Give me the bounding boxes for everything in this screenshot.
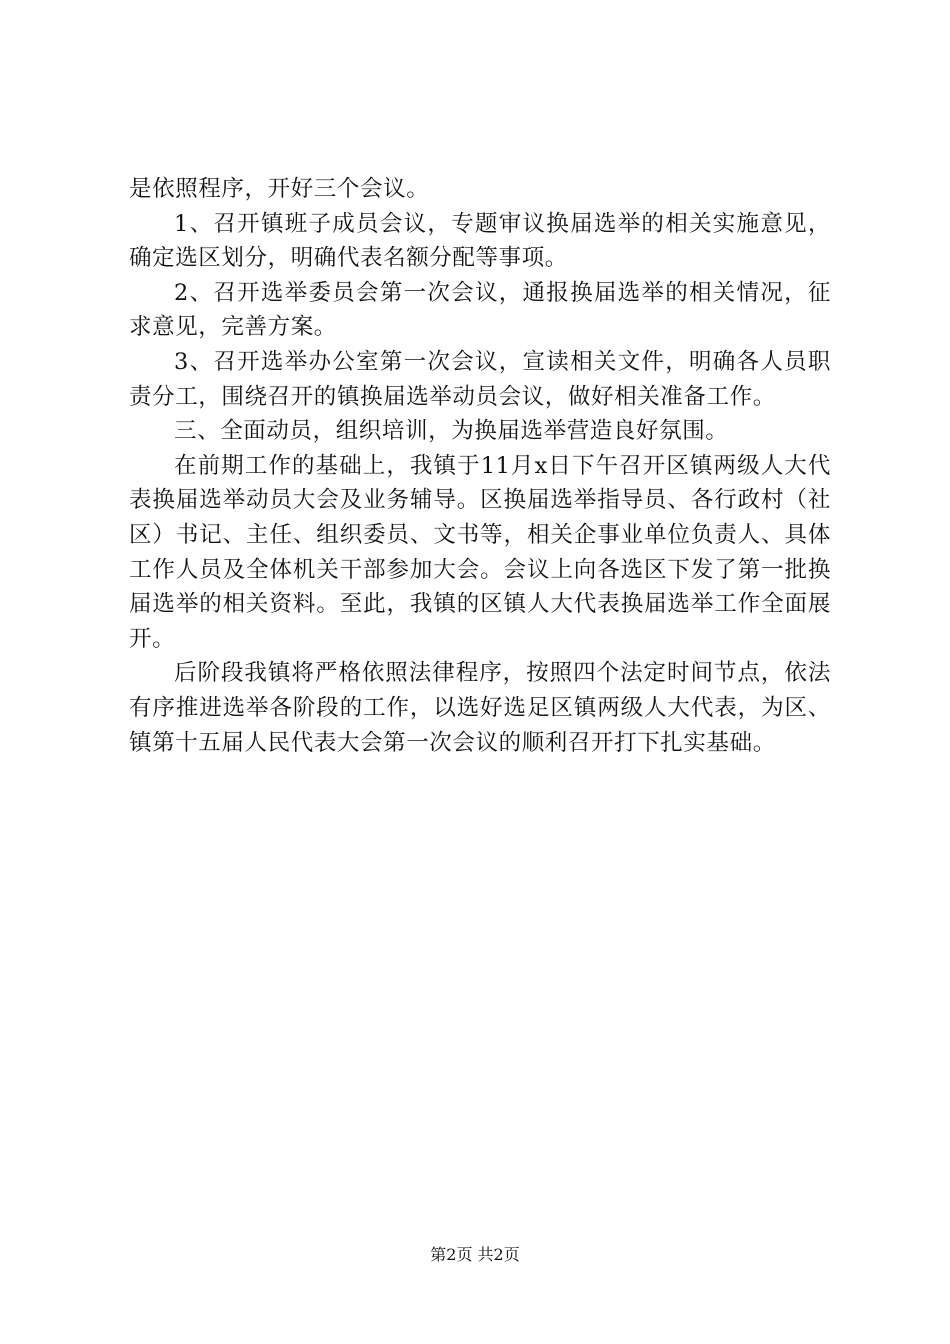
paragraph-item-1: 1、召开镇班子成员会议，专题审议换届选举的相关实施意见，确定选区划分，明确代表名额分配等事项。 xyxy=(129,210,831,272)
section-heading-3: 三、全面动员，组织培训，为换届选举营造良好氛围。 xyxy=(174,418,729,445)
paragraph-continuation: 是依照程序，开好三个会议。 xyxy=(129,176,430,202)
paragraph-item-3: 3、召开选举办公室第一次会议，宣读相关文件，明确各人员职责分工，围绕召开的镇换届选举动员会议，做好相关准备工作。 xyxy=(129,348,831,410)
document-body xyxy=(129,172,831,760)
page-number-footer: 第2页 共2页 xyxy=(430,1245,520,1264)
paragraph-next-steps: 后阶段我镇将严格依照法律程序，按照四个法定时间节点，依法有序推进选举各阶段的工作，以选好选足区镇两级人大代表，为区、镇第十五届人民代表大会第一次会议的顺利召开打下扎实基础。 xyxy=(129,660,831,756)
paragraph-mobilization: 在前期工作的基础上，我镇于11月x日下午召开区镇两级人大代表换届选举动员大会及业务辅导。区换届选举指导员、各行政村（社区）书记、主任、组织委员、文书等，相关企事业单位负责人、具体工作人员及全体机关干部参加大会。会议上向各选区下发了第一批换届选举的相关资料。至此，我镇的区镇人大代表换届选举工作全面展开。 xyxy=(129,452,831,652)
paragraph-item-2: 2、召开选举委员会第一次会议，通报换届选举的相关情况，征求意见，完善方案。 xyxy=(129,279,831,341)
